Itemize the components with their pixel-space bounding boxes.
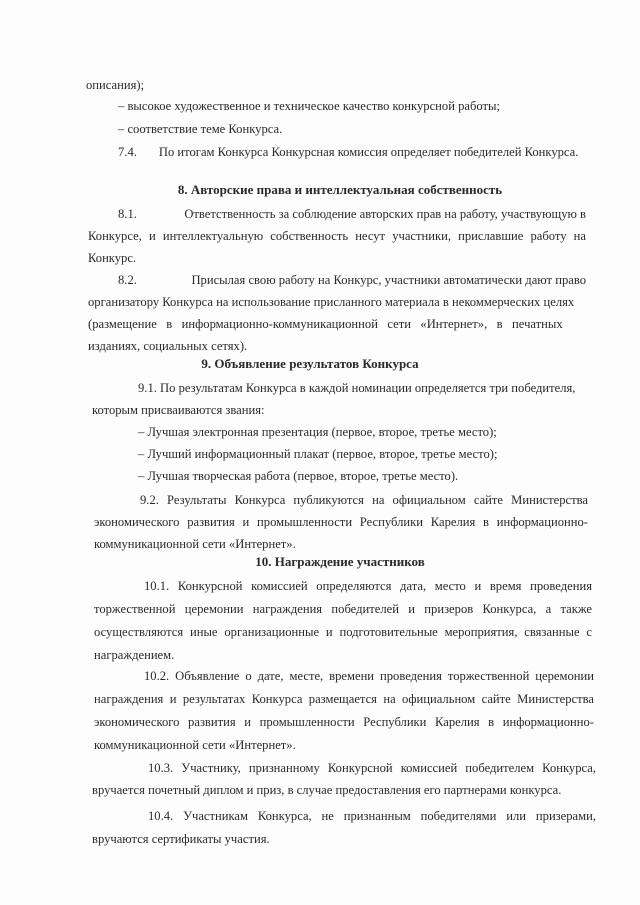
paragraph-10-2-line: экономического развития и промышленности Республики Карелия в информационно-	[94, 715, 594, 729]
paragraph-8-2-line: изданиях, социальных сетях).	[88, 339, 248, 353]
paragraph-10-2-line: награждения и результатах Конкурса размещается на официальном сайте Министерства	[94, 692, 594, 706]
paragraph-8-2-line: (размещение в информационно-коммуникационной сети «Интернет», в печатных	[88, 317, 563, 331]
paragraph-10-2-line: коммуникационной сети «Интернет».	[94, 738, 296, 752]
paragraph-text: Присылая свою работу на Конкурс, участники автоматически дают право	[191, 273, 586, 287]
text-line: описания);	[86, 78, 145, 92]
section-heading-9: 9. Объявление результатов Конкурса	[201, 356, 419, 371]
criterion-item: – соответствие теме Конкурса.	[118, 122, 283, 136]
paragraph-9-2-line: экономического развития и промышленности Республики Карелия в информационно-	[94, 515, 588, 529]
paragraph-10-3-line: 10.3. Участнику, признанному Конкурсной комиссией победителем Конкурса,	[148, 761, 596, 775]
section-heading-8: 8. Авторские права и интеллектуальная собственность	[177, 182, 503, 197]
title-item: – Лучшая электронная презентация (первое, второе, третье место);	[138, 425, 497, 439]
paragraph-10-4-line: вручаются сертификаты участия.	[92, 832, 270, 846]
paragraph-10-1-line: награждением.	[94, 648, 175, 662]
criterion-item: – высокое художественное и техническое качество конкурсной работы;	[118, 99, 500, 113]
paragraph-number: 7.4.	[118, 145, 137, 159]
paragraph-10-2-line: 10.2. Объявление о дате, месте, времени проведения торжественной церемонии	[144, 669, 594, 683]
paragraph-number: 8.2.	[118, 273, 137, 287]
paragraph-10-1-line: 10.1. Конкурсной комиссией определяются дата, место и время проведения	[144, 579, 592, 593]
section-heading-10: 10. Награждение участников	[255, 554, 425, 569]
paragraph-9-2-line: 9.2. Результаты Конкурса публикуются на официальном сайте Министерства	[140, 493, 588, 507]
paragraph-8-2-line: организатору Конкурса на использование присланного материала в некоммерческих целях	[88, 295, 575, 309]
paragraph-10-1-line: торжественной церемонии награждения победителей и призеров Конкурса, а также	[94, 602, 592, 616]
paragraph-text: Ответственность за соблюдение авторских прав на работу, участвующую в	[184, 207, 586, 221]
paragraph-8-1-line	[118, 206, 586, 222]
paragraph-8-2-line	[118, 272, 586, 288]
paragraph-7-4	[118, 144, 578, 160]
paragraph-9-1-line: которым присваиваются звания:	[92, 403, 265, 417]
paragraph-10-4-line: 10.4. Участникам Конкурса, не признанным победителями или призерами,	[148, 809, 596, 823]
paragraph-10-3-line: вручается почетный диплом и приз, в случае предоставления его партнерами конкурса.	[92, 783, 562, 797]
paragraph-text: По итогам Конкурса Конкурсная комиссия определяет победителей Конкурса.	[158, 145, 579, 159]
title-item: – Лучший информационный плакат (первое, второе, третье место);	[138, 447, 498, 461]
title-item: – Лучшая творческая работа (первое, второе, третье место).	[138, 469, 459, 483]
paragraph-number: 8.1.	[118, 207, 137, 221]
paragraph-9-2-line: коммуникационной сети «Интернет».	[94, 537, 296, 551]
paragraph-8-1-line: Конкурс.	[88, 251, 137, 265]
paragraph-10-1-line: осуществляются иные организационные и подготовительные мероприятия, связанные с	[94, 625, 592, 639]
paragraph-8-1-line: Конкурсе, и интеллектуальную собственность несут участники, приславшие работу на	[88, 229, 586, 243]
paragraph-9-1-line: 9.1. По результатам Конкурса в каждой номинации определяется три победителя,	[138, 381, 576, 395]
